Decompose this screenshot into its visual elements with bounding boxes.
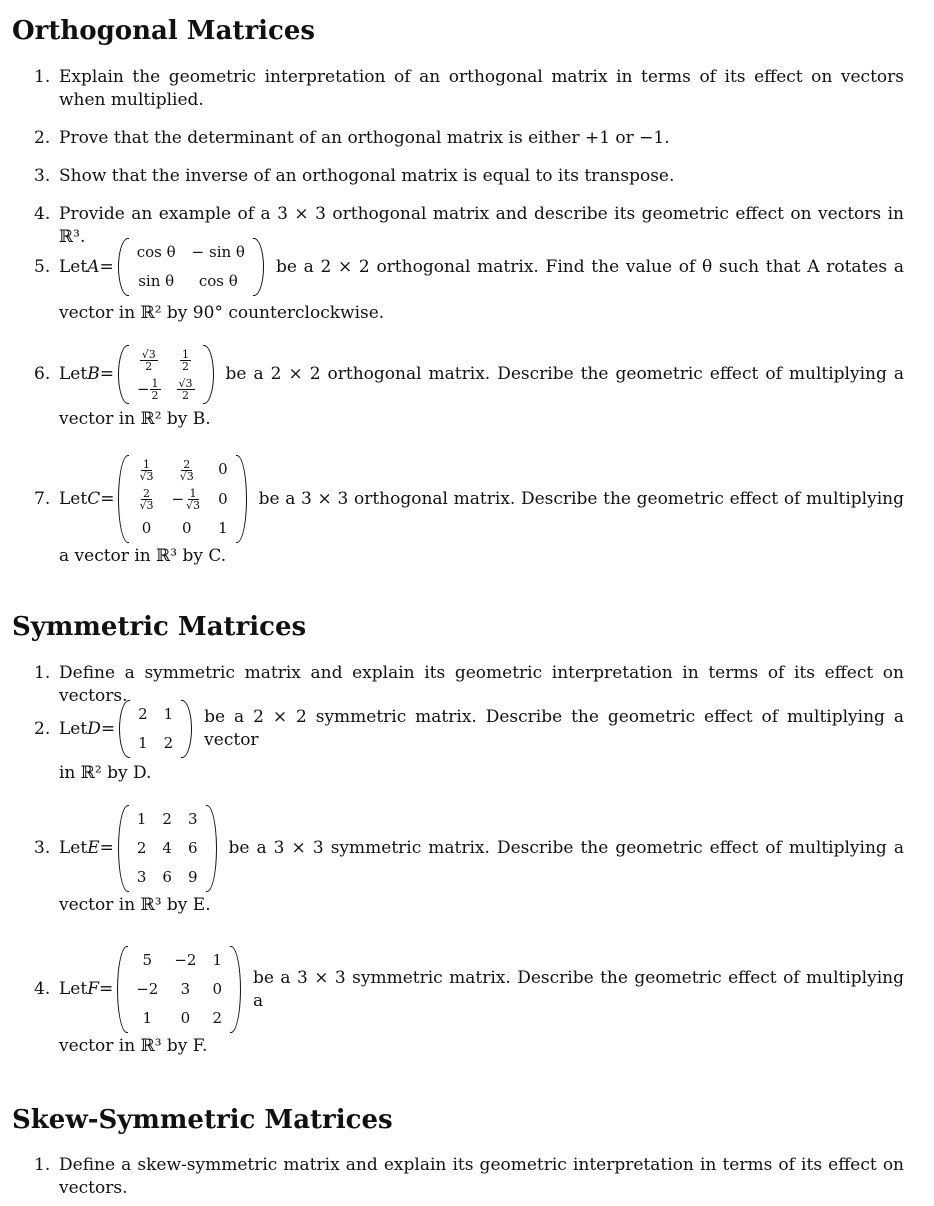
matrix-cell: 3 [187,810,198,828]
matrix-f [117,946,241,1033]
item-continuation: in ℝ² by D. [59,763,152,783]
item-text: Define a symmetric matrix and explain its geometric interpretation in terms of its effect on vectors. [59,663,904,706]
item-text: be a 2 × 2 orthogonal matrix. Describe the geometric effect of multiplying a [225,364,904,384]
list-item [34,165,904,188]
item-text: Provide an example of a 3 × 3 orthogonal matrix and describe its geometric effect on vectors in ℝ³. [59,204,904,247]
matrix-cell: 1 [136,810,147,828]
let-text: Let [59,256,88,277]
matrix-cell: $\frac{2}{√3}$ [139,487,154,512]
equals-sign: = [100,488,115,509]
matrix-cell: 6 [187,839,198,857]
list-item-matrix-c [34,455,904,568]
item-number: 7. [34,488,51,509]
matrix-cell: 2 [162,810,172,828]
list-item-matrix-e [34,805,904,917]
matrix-b [118,345,214,404]
matrix-cell: 0 [218,460,228,479]
equals-sign: = [100,718,116,739]
matrix-cell: 0 [212,980,223,998]
matrix-d [119,700,192,758]
item-text: be a 3 × 3 symmetric matrix. Describe the geometric effect of multiplying a [253,967,904,1011]
item-number: 1. [34,1155,51,1175]
matrix-cell: − $\frac{1}{√3}$ [171,487,201,512]
item-continuation: vector in ℝ³ by E. [59,895,211,915]
matrix-cell: 1 [138,734,148,752]
matrix-cell: 5 [142,951,153,969]
item-text: Define a skew-symmetric matrix and explain its geometric interpretation in terms of its effect on vectors. [59,1155,904,1198]
matrix-cell: 3 [136,868,147,886]
matrix-cell: 2 [212,1009,223,1027]
matrix-cell: 0 [181,519,192,537]
matrix-cell: 1 [142,1009,153,1027]
matrix-cell: $\frac{1}{2}$ [182,347,190,373]
matrix-cell: 0 [141,519,152,537]
item-number: 4. [34,204,51,224]
item-continuation: vector in ℝ³ by F. [59,1036,208,1056]
matrix-cell: − sin θ [191,243,245,261]
matrix-e [118,805,217,892]
list-item-matrix-b [34,345,904,431]
matrix-cell: 2 [138,705,148,723]
item-number: 1. [34,663,51,683]
matrix-a [118,238,264,296]
item-number: 3. [34,838,51,858]
section-heading-skew-symmetric: Skew-Symmetric Matrices [12,1105,393,1135]
list-item [34,127,904,150]
item-continuation: vector in ℝ² by B. [59,409,211,429]
item-continuation: vector in ℝ² by 90° counterclockwise. [59,303,385,323]
matrix-cell: −2 [136,980,159,998]
matrix-cell: 1 [163,705,174,723]
matrix-cell: $\frac{1}{√3}$ [139,457,154,483]
matrix-cell: 1 [218,519,228,537]
item-number: 5. [34,256,51,277]
item-number: 6. [34,364,51,384]
list-item [34,66,904,112]
matrix-cell: cos θ [136,243,176,261]
matrix-cell: cos θ [198,272,238,290]
matrix-cell: 1 [212,951,223,969]
equals-sign: = [98,979,114,999]
item-continuation: a vector in ℝ³ by C. [59,546,227,566]
item-number: 2. [34,128,51,148]
matrix-cell: −2 [174,951,197,969]
matrix-variable: F [87,979,99,999]
item-text: be a 3 × 3 orthogonal matrix. Describe the geometric effect of multiplying [258,488,904,509]
item-number: 4. [34,979,51,999]
let-text: Let [59,364,88,384]
matrix-variable: A [87,256,100,277]
matrix-cell: 3 [180,980,191,998]
matrix-cell: $\frac{√3}{2}$ [141,347,156,373]
matrix-cell: 0 [218,489,228,508]
section-heading-orthogonal: Orthogonal Matrices [12,16,316,46]
item-text: be a 2 × 2 orthogonal matrix. Find the value of θ such that A rotates a [275,256,904,277]
matrix-variable: B [87,364,100,384]
item-text: Prove that the determinant of an orthogonal matrix is either +1 or −1. [59,128,670,148]
equals-sign: = [99,256,114,277]
item-number: 2. [34,718,51,739]
section-heading-symmetric: Symmetric Matrices [12,612,307,642]
matrix-cell: 0 [180,1009,191,1027]
list-item-matrix-f [34,946,904,1058]
list-item [34,1154,904,1200]
item-number: 3. [34,166,51,186]
equals-sign: = [99,364,114,384]
let-text: Let [59,718,88,739]
matrix-cell: $\frac{2}{√3}$ [179,457,194,483]
list-item-matrix-d [34,700,904,785]
matrix-cell: 4 [162,839,172,857]
item-text: Show that the inverse of an orthogonal matrix is equal to its transpose. [59,166,675,186]
let-text: Let [59,488,88,509]
item-text: Explain the geometric interpretation of an orthogonal matrix in terms of its effect on vectors when multiplied. [59,67,904,110]
let-text: Let [59,979,88,999]
matrix-cell: − $\frac{1}{2}$ [136,377,159,402]
list-item-matrix-a [34,238,904,325]
matrix-variable: C [87,488,101,509]
item-text: be a 3 × 3 symmetric matrix. Describe the geometric effect of multiplying a [228,838,904,858]
matrix-variable: D [87,718,101,739]
matrix-cell: sin θ [138,272,175,290]
item-number: 1. [34,67,51,87]
matrix-cell: 6 [162,868,172,886]
matrix-cell: 2 [136,839,147,857]
matrix-cell: $\frac{√3}{2}$ [178,377,193,402]
let-text: Let [59,838,88,858]
matrix-cell: 2 [163,734,174,752]
matrix-cell: 9 [187,868,198,886]
equals-sign: = [99,838,114,858]
matrix-variable: E [87,838,100,858]
matrix-c [118,455,246,543]
item-text: be a 2 × 2 symmetric matrix. Describe the geometric effect of multiplying a vector [204,707,904,750]
